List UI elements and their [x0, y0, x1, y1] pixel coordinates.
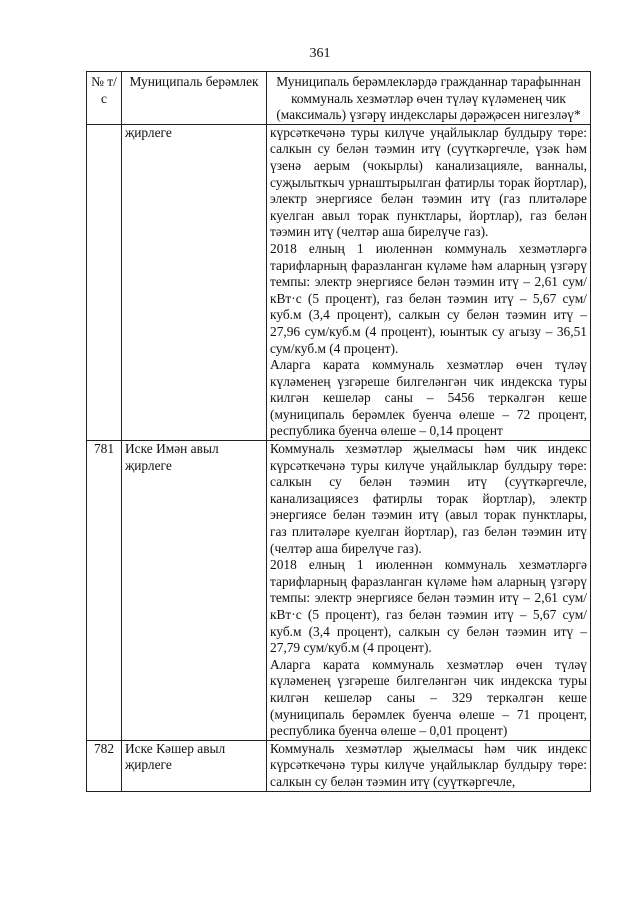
page-number: 361 [309, 46, 331, 61]
row-number: 781 [87, 441, 122, 741]
row-municipality: җирлеге [122, 124, 267, 440]
row-description [267, 441, 591, 741]
row-municipality: Иске Кәшер авыл җирлеге [122, 740, 267, 791]
header-criterion: Муниципаль берәмлекләрдә гражданнар тарафыннан коммуналь хезмәтләр өчен түләү күләменең чик (максималь) үзгәрү индекслары дәрәҗәсен нигезләү* [267, 72, 591, 125]
table-row [87, 124, 591, 440]
table-header-row [87, 72, 591, 125]
paragraph: Коммуналь хезмәтләр җыелмасы һәм чик индекс күрсәткечәнә туры килүче уңайлыклар булдыру төре: салкын су белән тәэмин итү (суүткәргечле, [270, 740, 587, 789]
row-description [267, 740, 591, 791]
paragraph: 2018 елның 1 июленнән коммуналь хезмәтләргә тарифларның фаразланган күләме һәм аларның үзгәрү темпы: электр энергиясе белән тәэмин итү – 2,61 сум/кВт·с (5 процент), газ белән тәэмин итү – 5,67 сум/куб.м (3,4 процент), салкын су белән тәэмин итү – 27,96 сум/куб.м (4 процент), юынтык су агызу – 36,51 сум/куб.м (4 процент). [270, 240, 587, 356]
table-row [87, 740, 591, 791]
paragraph: Аларга карата коммуналь хезмәтләр өчен түләү күләменең үзгәреше билгеләнгән чик индекска туры килгән кешеләр саны – 329 терк​әлгән кеше (муниципаль берәмлек буенча өлеше – 71 процент, республика буенча өлеше – 0,01 процент) [270, 656, 587, 739]
row-municipality: Иске Имән авыл җирлеге [122, 441, 267, 741]
row-number: 782 [87, 740, 122, 791]
row-description [267, 124, 591, 440]
header-municipality: Муниципаль берәмлек [122, 72, 267, 125]
row-number [87, 124, 122, 440]
paragraph: 2018 елның 1 июленнән коммуналь хезмәтләргә тарифларның фаразланган күләме һәм аларның үзгәрү темпы: электр энергиясе белән тәэмин итү – 2,61 сум/кВт·с (5 процент), газ белән тәэмин итү – 5,67 сум/куб.м (3,4 процент), салкын су белән тәэмин итү – 27,79 сум/куб.м (4 процент). [270, 557, 587, 656]
paragraph: күрсәткечәнә туры килүче уңайлыклар булдыру төре: салкын су белән тәэмин итү (суүткәргечле, үзәк һәм үзенә аерым (чокырлы) канализацияле, ванналы, суҗылыткыч урнаштырылган фатирлы торак йортлар), электр энергиясе белән тәэмин итү (газ плитәләре куелган авыл торак пунктлары, йортлар), газ белән тәэмин итү (челтәр аша бирелүче газ). [270, 124, 587, 240]
header-number: № т/с [87, 72, 122, 125]
paragraph: Коммуналь хезмәтләр җыелмасы һәм чик индекс күрсәткечәнә туры килүче уңайлыклар булдыру төре: салкын су белән тәэмин итү (суүткәргечле, канализациясез фатирлы торак йортлар), электр энергиясе белән тәэмин итү (авыл торак пунктлары, газ плитәләре куелган йортлар), газ белән тәэмин итү (челтәр аша бирелүче газ). [270, 441, 587, 556]
paragraph: Аларга карата коммуналь хезмәтләр өчен түләү күләменең үзгәреше билгеләнгән чик индекска туры килгән кешеләр саны – 5456 теркәлгән кеше (муниципаль берәмлек буенча өлеше – 72 процент, республика буенча өлеше – 0,14 процент [270, 357, 587, 439]
indices-table [86, 71, 591, 792]
table-row [87, 441, 591, 741]
